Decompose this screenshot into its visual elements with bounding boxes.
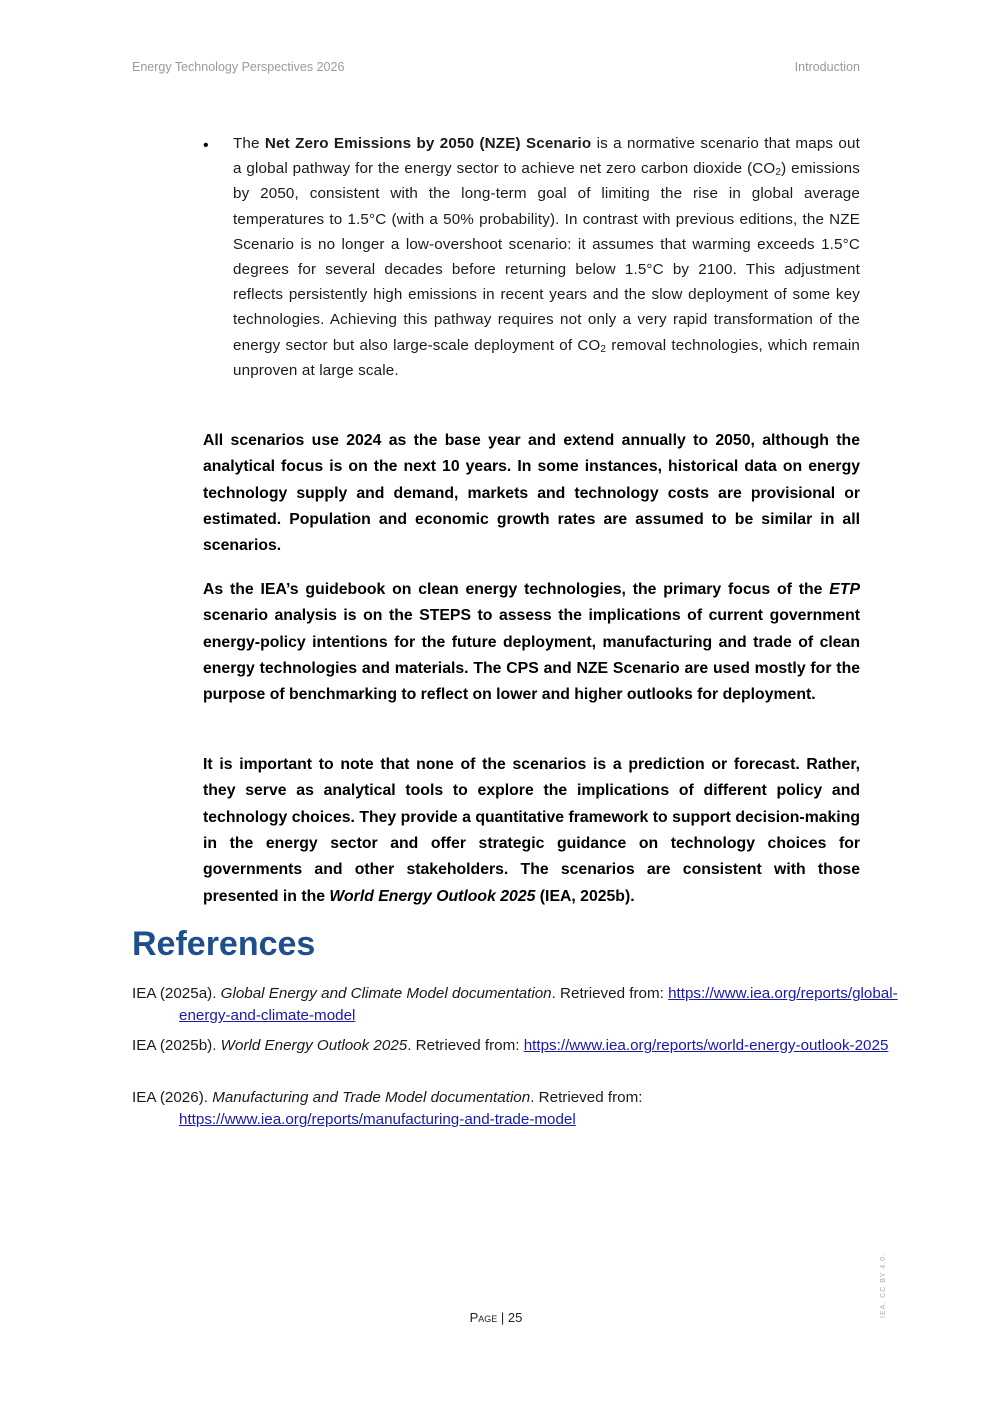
- reference-item: IEA (2026). Manufacturing and Trade Model documentation. Retrieved from: https://www.iea.org/reports/manufacturing-and-trade-model: [132, 1089, 643, 1128]
- page-label: Page: [469, 1310, 498, 1325]
- paragraph-etp-focus: As the IEA’s guidebook on clean energy technologies, the primary focus of the ETP scenario analysis is on the STEPS to assess the implications of current government energy-policy intentions for the future deployment, manufacturing and trade of clean energy technologies and materials. The CPS and NZE Scenario are used mostly for the purpose of benchmarking to reflect on lower and higher outlooks for deployment.: [203, 580, 860, 704]
- paragraph-not-forecast: It is important to note that none of the scenarios is a prediction or forecast. Rather, they serve as analytical tools to explore the implications of different policy and technology choices. They provide a quantitative framework to support decision-making in the energy sector and offer strategic guidance on technology choices for governments and other stakeholders. The scenarios are consistent with those presented in the World Energy Outlook 2025 (IEA, 2025b).: [203, 755, 860, 905]
- reference-item: IEA (2025b). World Energy Outlook 2025. Retrieved from: https://www.iea.org/reports/world-energy-outlook-2025: [132, 1037, 889, 1054]
- references-heading: References: [132, 925, 316, 963]
- nze-term: Net Zero Emissions by 2050 (NZE) Scenario: [264, 135, 592, 152]
- paragraph-base-year: All scenarios use 2024 as the base year and extend annually to 2050, although the analytical focus is on the next 10 years. In some instances, historical data on energy technology supply and demand, markets and technology costs are provisional or estimated. Population and economic growth rates are assumed to be similar in all scenarios.: [203, 431, 860, 555]
- page-footer: Page | 25: [469, 1310, 523, 1325]
- running-header-title: Energy Technology Perspectives 2026: [132, 60, 345, 74]
- running-header-section: Introduction: [794, 60, 860, 74]
- license-notice: IEA. CC BY 4.0.: [880, 1252, 887, 1318]
- reference-link[interactable]: https://www.iea.org/reports/manufacturing-and-trade-model: [179, 1111, 576, 1128]
- reference-link[interactable]: https://www.iea.org/reports/world-energy-outlook-2025: [523, 1037, 889, 1054]
- weo-italic: World Energy Outlook 2025: [329, 887, 536, 905]
- reference-item: IEA (2025a). Global Energy and Climate Model documentation. Retrieved from: https://www.iea.org/reports/global-energy-and-climate-model: [132, 985, 898, 1024]
- bullet-marker: •: [203, 137, 209, 154]
- bullet-text: The Net Zero Emissions by 2050 (NZE) Scenario is a normative scenario that maps out a global pathway for the energy sector to achieve net zero carbon dioxide $(CO_2)$ emissions by 2050, consistent with the long-term goal of limiting the rise in global average temperatures to 1.5°C (with a 50% probability). In contrast with previous editions, the NZE Scenario is no longer a low-overshoot scenario: it assumes that warming exceeds 1.5°C degrees for several decades before returning below 1.5°C by 2100. This adjustment reflects persistently high emissions in recent years and the slow deployment of some key technologies. Achieving this pathway requires not only a very rapid transformation of the energy sector but also large-scale deployment of $CO_2$ removal technologies, which remain unproven at large scale.: [233, 135, 860, 379]
- nze-scenario-bullet: [203, 131, 860, 383]
- page-number: 25: [507, 1310, 523, 1325]
- reference-link[interactable]: https://www.iea.org/reports/global-energy-and-climate-model: [179, 985, 898, 1024]
- etp-italic: ETP: [829, 580, 860, 598]
